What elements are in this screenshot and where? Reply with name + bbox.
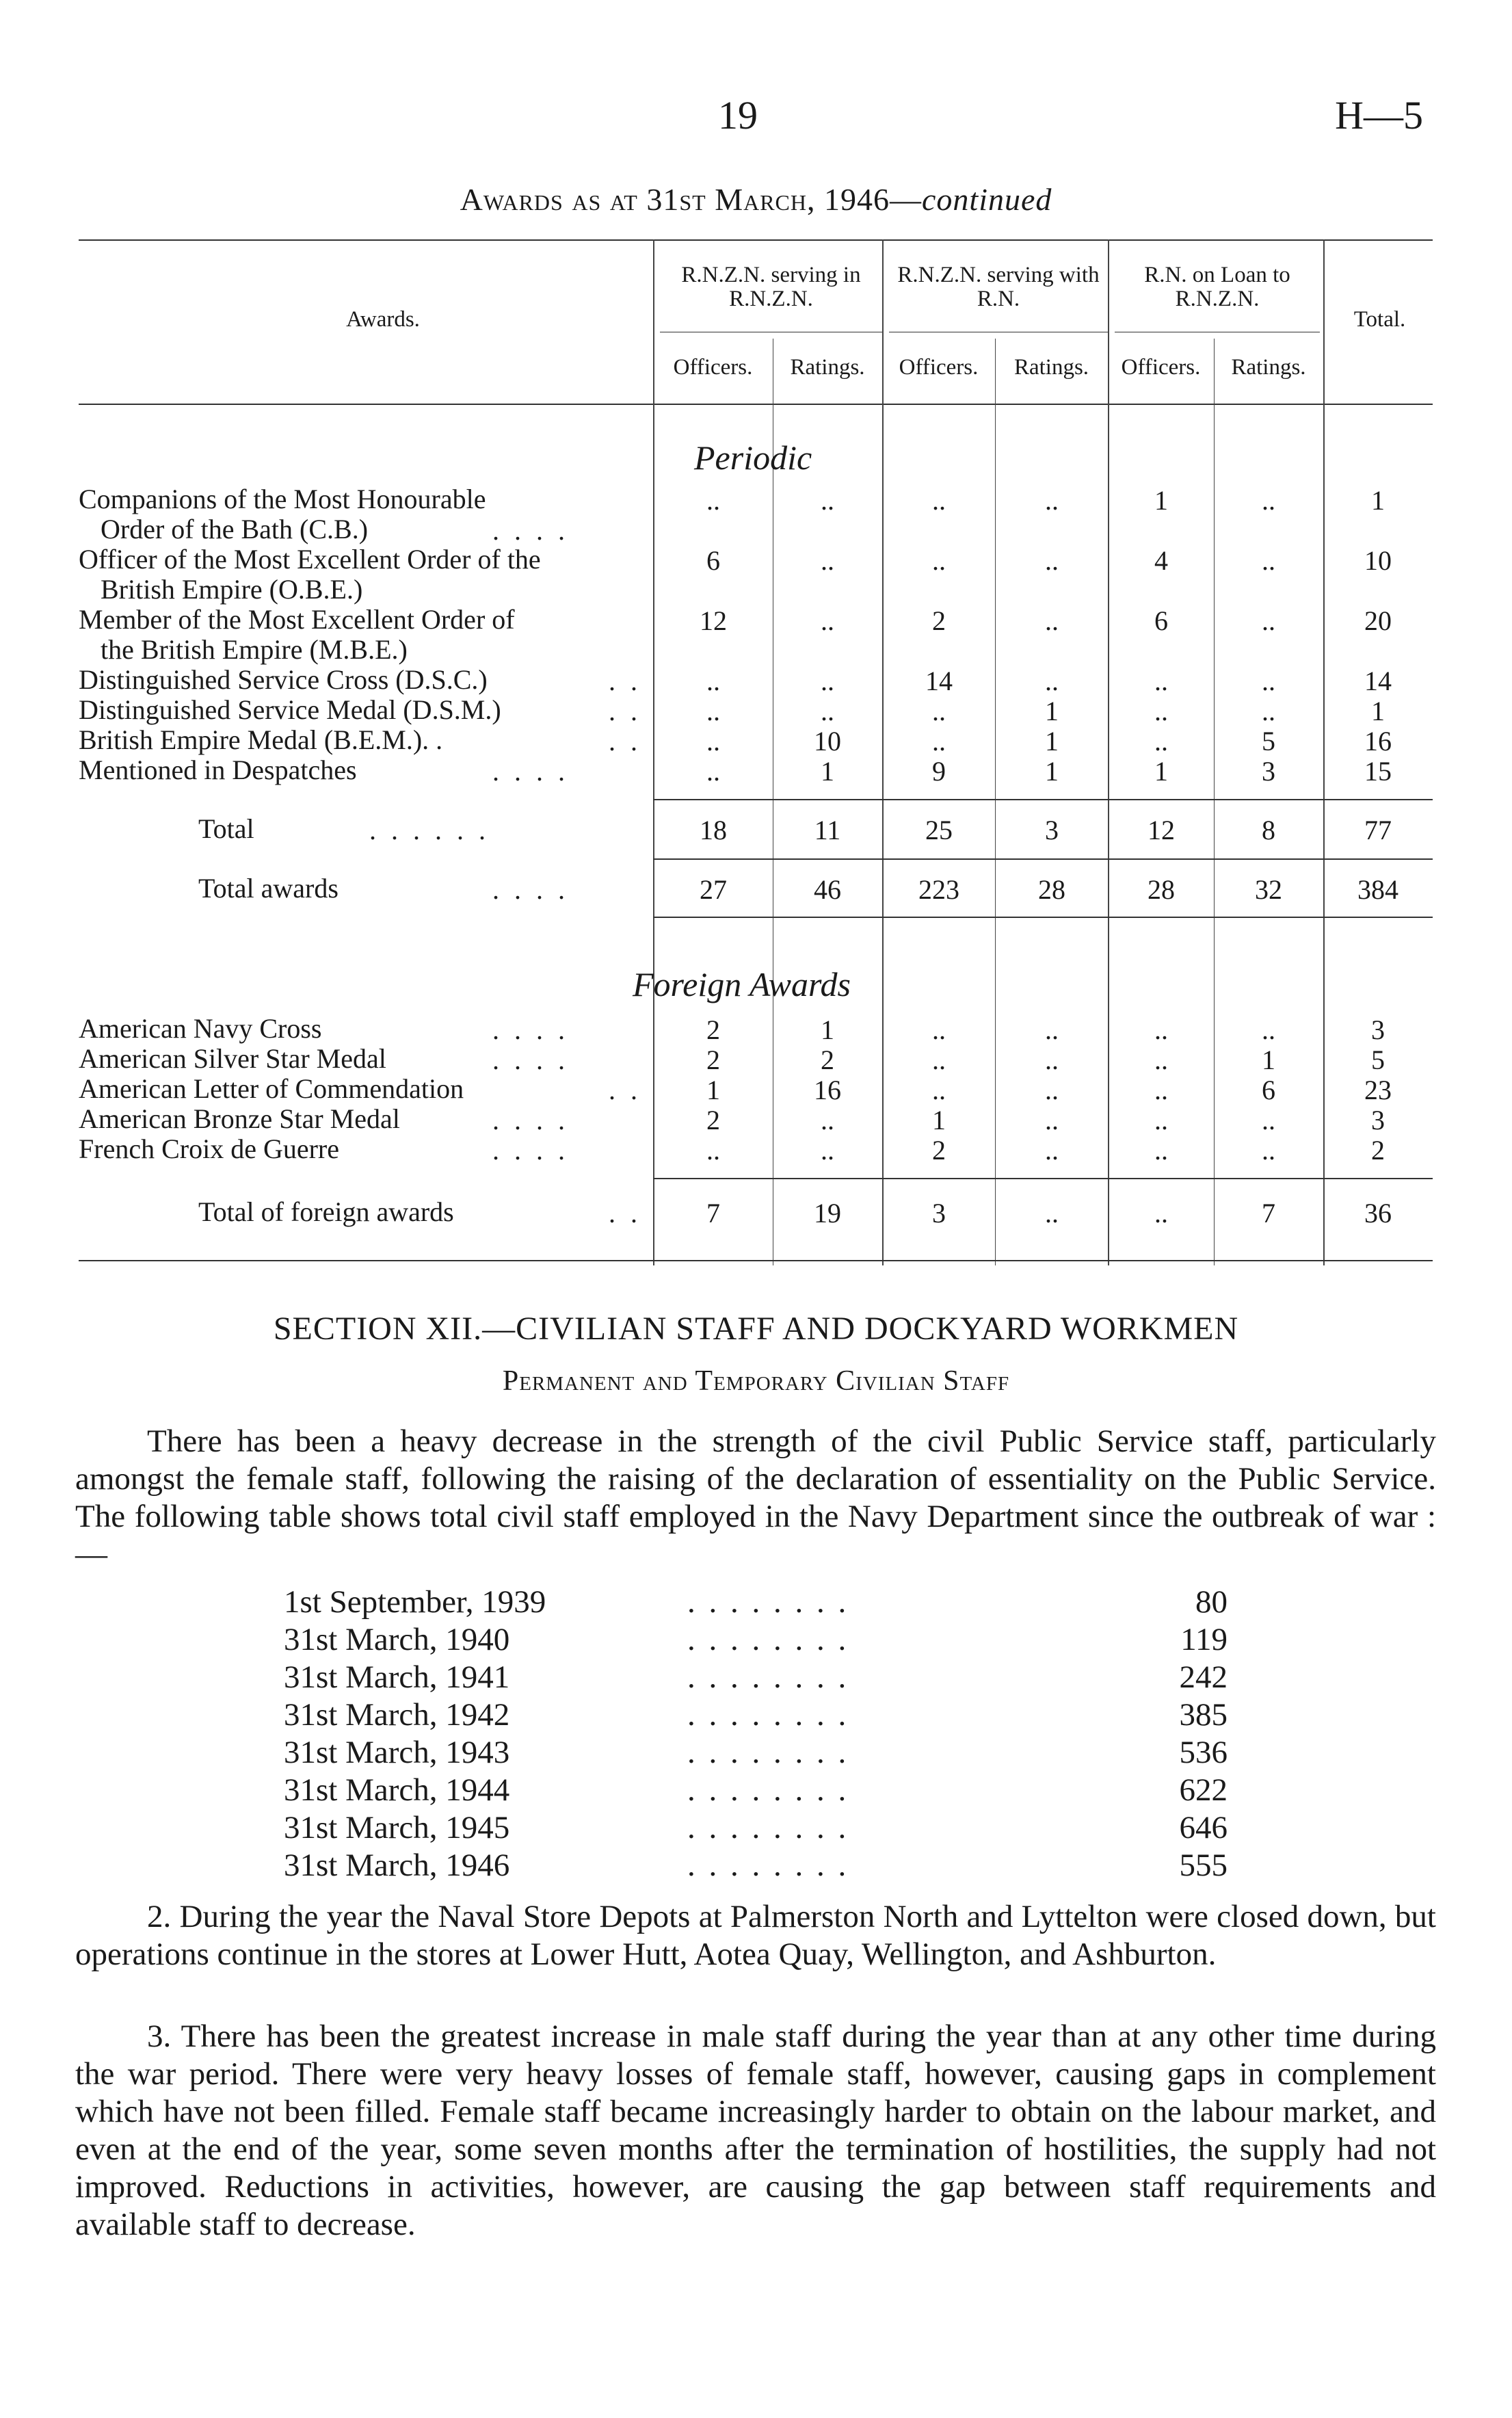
staff-date: 31st March, 1946 (284, 1848, 510, 1883)
foreign-cell: 2 (821, 1044, 834, 1075)
foreign-cell: .. (1262, 1014, 1275, 1045)
staff-leader-dots: . . . . . . . . (687, 1697, 849, 1733)
foreign-cell: .. (706, 1135, 720, 1166)
periodic-cell: .. (1154, 696, 1168, 726)
staff-date: 31st March, 1943 (284, 1735, 510, 1770)
staff-date: 31st March, 1941 (284, 1659, 510, 1695)
periodic-cell: .. (821, 485, 834, 516)
staff-leader-dots: . . . . . . . . (687, 1772, 849, 1808)
periodic-total-cell: 18 (700, 815, 727, 845)
foreign-cell: .. (1045, 1044, 1059, 1075)
total-awards-cell: 28 (1038, 874, 1065, 905)
section-subheading: Permanent and Temporary Civilian Staff (502, 1365, 1010, 1397)
foreign-cell: .. (932, 1014, 946, 1045)
total-awards-rule-bottom (653, 917, 1433, 918)
periodic-cell: 14 (1364, 666, 1392, 696)
foreign-row-dots: . . . . (492, 1014, 569, 1045)
table-title-main: Awards as at 31st March, 1946— (460, 182, 922, 217)
periodic-cell: 16 (1364, 726, 1392, 757)
foreign-row-label: American Navy Cross (79, 1013, 322, 1044)
staff-row (284, 1659, 1228, 1696)
foreign-cell: .. (821, 1135, 834, 1166)
periodic-cell: .. (706, 696, 720, 726)
foreign-row-label: American Letter of Commendation (79, 1073, 464, 1104)
total-awards-cell: 28 (1148, 874, 1175, 905)
foreign-cell: 2 (932, 1135, 946, 1166)
subheader-ratings-1: Ratings. (790, 355, 865, 380)
foreign-cell: 2 (706, 1044, 720, 1075)
periodic-cell: 6 (1154, 605, 1168, 636)
periodic-row-label: Distinguished Service Cross (D.S.C.) (79, 664, 488, 695)
staff-date: 31st March, 1944 (284, 1772, 510, 1808)
foreign-cell: 2 (1371, 1135, 1385, 1166)
periodic-cell: 4 (1154, 545, 1168, 576)
periodic-total-rule-top (653, 799, 1433, 800)
foreign-row-dots: . . . . (492, 1044, 569, 1075)
foreign-cell: 5 (1371, 1044, 1385, 1075)
periodic-cell: .. (932, 485, 946, 516)
paragraph-1: There has been a heavy decrease in the strength of the civil Public Service staff, particularly amongst the female staff, following the raising of the declaration of essentiality on the Public Service. The following table shows total civil staff employed in the Navy Department since the outbreak of war :— (75, 1423, 1436, 1572)
foreign-cell: .. (1154, 1105, 1168, 1135)
foreign-row-dots: . . . . (492, 1135, 569, 1166)
periodic-cell: 14 (925, 666, 953, 696)
foreign-cell: .. (1154, 1014, 1168, 1045)
periodic-total-rule-bottom (653, 858, 1433, 860)
subheader-officers-3: Officers. (1121, 355, 1201, 380)
periodic-cell: 1 (1371, 696, 1385, 726)
staff-row (284, 1621, 1228, 1659)
foreign-cell: 1 (932, 1105, 946, 1135)
periodic-cell: .. (1154, 726, 1168, 757)
foreign-row-dots: . . . . (492, 1105, 569, 1135)
header-total: Total. (1353, 307, 1406, 332)
header-group-2: R.N.Z.N. serving with R.N. (897, 263, 1100, 311)
periodic-cell: 1 (1045, 696, 1059, 726)
table-title-continued: continued (922, 182, 1052, 217)
periodic-cell: .. (1262, 485, 1275, 516)
col-line-1 (653, 239, 654, 1265)
staff-count: 622 (1179, 1772, 1228, 1808)
periodic-total-cell: 77 (1364, 815, 1392, 845)
staff-count: 119 (1180, 1622, 1228, 1657)
periodic-cell: .. (1045, 666, 1059, 696)
periodic-cell: .. (932, 726, 946, 757)
staff-leader-dots: . . . . . . . . (687, 1848, 849, 1883)
staff-count: 555 (1179, 1848, 1228, 1883)
periodic-cell: 9 (932, 756, 946, 787)
periodic-row-label: British Empire Medal (B.E.M.). . (79, 724, 443, 755)
foreign-cell: 1 (821, 1014, 834, 1045)
periodic-cell: 12 (700, 605, 727, 636)
periodic-heading: Periodic (694, 438, 812, 477)
staff-count: 536 (1179, 1735, 1228, 1770)
foreign-row-dots: . . (609, 1075, 641, 1105)
section-heading: SECTION XII.—CIVILIAN STAFF AND DOCKYARD WORKMEN (273, 1311, 1239, 1347)
total-awards-cell: 384 (1357, 874, 1398, 905)
foreign-cell: 3 (1371, 1014, 1385, 1045)
periodic-cell: .. (706, 726, 720, 757)
foreign-cell: .. (821, 1105, 834, 1135)
periodic-total-cell: 3 (1045, 815, 1059, 845)
periodic-cell: .. (1045, 605, 1059, 636)
col-line-4 (995, 339, 996, 1265)
foreign-cell: 2 (706, 1105, 720, 1135)
header-group-3: R.N. on Loan to R.N.Z.N. (1144, 263, 1290, 311)
staff-leader-dots: . . . . . . . . (687, 1659, 849, 1695)
foreign-cell: 16 (814, 1075, 841, 1105)
periodic-row-label: Mentioned in Despatches (79, 754, 357, 785)
periodic-cell: .. (1262, 666, 1275, 696)
periodic-row-dots: . . (609, 726, 641, 757)
periodic-cell: 1 (1045, 756, 1059, 787)
periodic-cell: .. (706, 666, 720, 696)
col-line-6 (1214, 339, 1215, 1265)
periodic-cell: .. (821, 545, 834, 576)
col-line-7 (1323, 239, 1325, 1265)
foreign-cell: .. (1045, 1105, 1059, 1135)
periodic-cell: .. (1262, 545, 1275, 576)
periodic-cell: 1 (1154, 756, 1168, 787)
staff-leader-dots: . . . . . . . . (687, 1735, 849, 1770)
foreign-total-cell: 36 (1364, 1198, 1392, 1228)
foreign-total-cell: 7 (706, 1198, 720, 1228)
staff-leader-dots: . . . . . . . . (687, 1810, 849, 1845)
periodic-row-label: Companions of the Most Honourable Order of the Bath (C.B.) (79, 484, 486, 544)
foreign-cell: .. (1262, 1105, 1275, 1135)
foreign-total-rule-top (653, 1178, 1433, 1179)
staff-count: 242 (1179, 1659, 1228, 1695)
foreign-cell: 1 (1262, 1044, 1275, 1075)
foreign-total-label: Total of foreign awards (198, 1196, 454, 1227)
periodic-cell: 1 (1371, 485, 1385, 516)
table-top-rule (79, 239, 1433, 241)
foreign-cell: .. (1045, 1014, 1059, 1045)
foreign-heading: Foreign Awards (633, 965, 851, 1003)
total-awards-cell: 223 (918, 874, 959, 905)
foreign-cell: .. (932, 1044, 946, 1075)
foreign-total-cell: 7 (1262, 1198, 1275, 1228)
foreign-total-cell: 19 (814, 1198, 841, 1228)
foreign-row-label: American Bronze Star Medal (79, 1103, 400, 1134)
foreign-cell: .. (1154, 1044, 1168, 1075)
foreign-cell: 3 (1371, 1105, 1385, 1135)
periodic-cell: 1 (1045, 726, 1059, 757)
periodic-row-dots: . . . . (492, 515, 569, 546)
periodic-cell: .. (1045, 545, 1059, 576)
periodic-row-label: Officer of the Most Excellent Order of the British Empire (O.B.E.) (79, 544, 541, 605)
periodic-cell: 20 (1364, 605, 1392, 636)
foreign-cell: .. (1262, 1135, 1275, 1166)
foreign-cell: .. (932, 1075, 946, 1105)
total-awards-cell: 27 (700, 874, 727, 905)
paragraph-2: 2. During the year the Naval Store Depots at Palmerston North and Lyttelton were closed down, but operations continue in the stores at Lower Hutt, Aotea Quay, Wellington, and Ashburton. (75, 1899, 1436, 1972)
table-title (0, 181, 1512, 218)
periodic-cell: .. (706, 485, 720, 516)
subheader-officers-1: Officers. (673, 355, 753, 380)
table-bottom-rule (79, 1260, 1433, 1261)
periodic-cell: .. (821, 605, 834, 636)
total-awards-cell: 32 (1255, 874, 1282, 905)
total-awards-cell: 46 (814, 874, 841, 905)
foreign-cell: .. (1154, 1075, 1168, 1105)
periodic-total-label: Total (198, 813, 254, 844)
periodic-total-cell: 25 (925, 815, 953, 845)
periodic-cell: .. (1154, 666, 1168, 696)
total-awards-dots: . . . . (492, 874, 569, 905)
staff-row (284, 1847, 1228, 1884)
periodic-cell: .. (1045, 485, 1059, 516)
foreign-row-label: American Silver Star Medal (79, 1043, 386, 1074)
foreign-total-dots: . . (609, 1198, 641, 1228)
foreign-cell: .. (1045, 1075, 1059, 1105)
col-line-5 (1108, 239, 1109, 1265)
periodic-cell: 15 (1364, 756, 1392, 787)
foreign-cell: 2 (706, 1014, 720, 1045)
periodic-cell: .. (706, 756, 720, 787)
staff-count: 646 (1179, 1810, 1228, 1845)
periodic-cell: 10 (814, 726, 841, 757)
periodic-cell: 10 (1364, 545, 1392, 576)
page-number: 19 (718, 93, 758, 137)
header-group-1: R.N.Z.N. serving in R.N.Z.N. (681, 263, 861, 311)
periodic-row-label: Distinguished Service Medal (D.S.M.) (79, 694, 501, 725)
foreign-cell: 6 (1262, 1075, 1275, 1105)
periodic-total-cell: 11 (814, 815, 841, 845)
staff-leader-dots: . . . . . . . . (687, 1584, 849, 1620)
periodic-cell: .. (1262, 696, 1275, 726)
staff-row (284, 1772, 1228, 1809)
subheader-ratings-3: Ratings. (1231, 355, 1306, 380)
foreign-cell: 1 (706, 1075, 720, 1105)
foreign-total-cell: .. (1154, 1198, 1168, 1228)
foreign-cell: .. (1045, 1135, 1059, 1166)
staff-row (284, 1583, 1228, 1621)
periodic-cell: 3 (1262, 756, 1275, 787)
staff-date: 31st March, 1940 (284, 1622, 510, 1657)
foreign-total-cell: .. (1045, 1198, 1059, 1228)
periodic-cell: .. (1262, 605, 1275, 636)
periodic-row-dots: . . . . (492, 756, 569, 787)
periodic-cell: .. (821, 666, 834, 696)
staff-row (284, 1809, 1228, 1847)
header-awards: Awards. (346, 307, 420, 332)
periodic-row-dots: . . (609, 696, 641, 726)
periodic-cell: 1 (1154, 485, 1168, 516)
periodic-cell: 1 (821, 756, 834, 787)
periodic-total-cell: 8 (1262, 815, 1275, 845)
subheader-officers-2: Officers. (899, 355, 979, 380)
staff-date: 1st September, 1939 (284, 1584, 546, 1620)
periodic-cell: .. (821, 696, 834, 726)
staff-count: 385 (1179, 1697, 1228, 1733)
paragraph-3: 3. There has been the greatest increase in male staff during the year than at any other time during the war period. There were very heavy losses of female staff, however, causing gaps in complement which have not been filled. Female staff became increasingly harder to obtain on the labour market, and even at the end of the year, some seven months after the termination of hostilities, the supply had not improved. Reductions in activities, however, are causing the gap between staff requirements and available staff to decrease. (75, 2019, 1436, 2242)
table-header-rule (79, 404, 1433, 405)
periodic-cell: 5 (1262, 726, 1275, 757)
foreign-cell: .. (1154, 1135, 1168, 1166)
foreign-cell: 23 (1364, 1075, 1392, 1105)
foreign-row-label: French Croix de Guerre (79, 1133, 339, 1164)
periodic-cell: 6 (706, 545, 720, 576)
subheader-ratings-2: Ratings. (1013, 355, 1089, 380)
periodic-row-label: Member of the Most Excellent Order of the British Empire (M.B.E.) (79, 604, 515, 665)
foreign-total-cell: 3 (932, 1198, 946, 1228)
periodic-total-cell: 12 (1148, 815, 1175, 845)
staff-date: 31st March, 1945 (284, 1810, 510, 1845)
staff-leader-dots: . . . . . . . . (687, 1622, 849, 1657)
periodic-cell: .. (932, 696, 946, 726)
staff-row (284, 1734, 1228, 1772)
periodic-total-dots: . . . . . . (369, 815, 490, 845)
staff-row (284, 1696, 1228, 1734)
col-line-3 (882, 239, 884, 1265)
total-awards-label: Total awards (198, 873, 339, 904)
periodic-cell: 2 (932, 605, 946, 636)
periodic-row-dots: . . (609, 666, 641, 696)
document-code: H—5 (1335, 93, 1423, 137)
staff-count: 80 (1195, 1584, 1228, 1620)
periodic-cell: .. (932, 545, 946, 576)
staff-date: 31st March, 1942 (284, 1697, 510, 1733)
